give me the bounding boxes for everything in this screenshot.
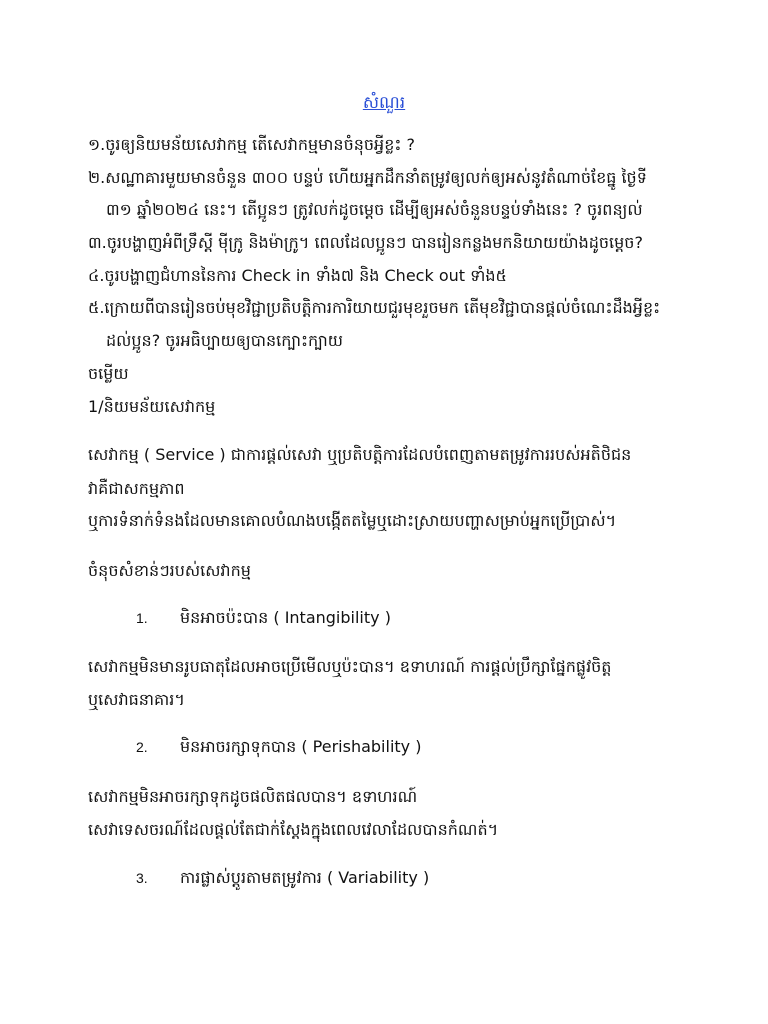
question-2-line-1: ២.សណ្ឋាគារមួយមានចំនួន ៣០០ បន្ទប់ ហើយអ្នកដឹកនាំតម្រូវឲ្យលក់ឲ្យអស់នូវតំណាច់ខែធ្នូ ថ្ងៃទី bbox=[88, 168, 647, 187]
definition-line-3: ឬការទំនាក់ទំនងដែលមានគោលបំណងបង្កើតតម្លៃឬដោះស្រាយបញ្ហាសម្រាប់អ្នកប្រើប្រាស់។ bbox=[88, 511, 617, 530]
point-1-desc-line-1: សេវាកម្មមិនមានរូបធាតុដែលអាចប្រើមើលឬប៉ះបាន។ ឧទាហរណ៍ ការផ្ដល់ប្រឹក្សាផ្នែកផ្លូវចិត្ត bbox=[88, 657, 612, 676]
question-4: ៤.ចូរបង្ហាញជំហាននៃការ Check in ទាំង៧ និង Check out ទាំង៥ bbox=[88, 266, 507, 285]
answer-heading: ចម្លើយ bbox=[88, 364, 129, 383]
point-1-desc-line-2: ឬសេវាធនាគារ។ bbox=[88, 690, 185, 709]
point-2-label: មិនអាចរក្សាទុកបាន ( Perishability ) bbox=[180, 737, 422, 756]
section-heading-definition: 1/និយមន័យសេវាកម្ម bbox=[88, 397, 216, 416]
question-3: ៣.ចូរបង្ហាញអំពីទ្រឹស្ដី ម៉ីក្រូ និងម៉ាក្រូ។ ពេលដែលប្អូនៗ បានរៀនកន្លងមកនិយាយយ៉ាងដូចម្ដេច? bbox=[88, 233, 643, 252]
question-1: ១.ចូរឲ្យនិយមន័យសេវាកម្ម តើសេវាកម្មមានចំនុចអ្វីខ្លះ ? bbox=[88, 135, 415, 154]
point-1-number: 1. bbox=[136, 610, 148, 626]
point-3-label: ការផ្លាស់ប្ដូរតាមតម្រូវការ ( Variability ) bbox=[180, 868, 430, 887]
point-3-number: 3. bbox=[136, 870, 148, 886]
question-5-line-1: ៥.ក្រោយពីបានរៀនចប់មុខវិជ្ជាប្រតិបត្តិការការិយាយជួរមុខរួចមក តើមុខវិជ្ជាបានផ្ដល់ចំណេះដឹងអ្វីខ្លះ bbox=[88, 298, 661, 317]
point-2-desc-line-1: សេវាកម្មមិនអាចរក្សាទុកដូចផលិតផលបាន។ ឧទាហរណ៍ bbox=[88, 787, 418, 806]
key-points-heading: ចំនុចសំខាន់ៗរបស់សេវាកម្ម bbox=[88, 561, 251, 580]
definition-line-2: វាគឺជាសកម្មភាព bbox=[88, 479, 185, 498]
definition-line-1: សេវាកម្ម ( Service ) ជាការផ្ដល់សេវា ឬប្រតិបត្តិការដែលបំពេញតាមតម្រូវការរបស់អតិថិជន bbox=[88, 445, 632, 464]
question-5-line-2: ដល់ប្អូន? ចូរអធិប្បាយឲ្យបានក្បោះក្បាយ bbox=[106, 331, 344, 350]
question-2-line-2: ៣១ ឆ្នាំ២០២៤ នេះ។ តើប្អូនៗ ត្រូវលក់ដូចម្ដេច ដើម្បីឲ្យអស់ចំនួនបន្ទប់ទាំងនេះ ? ចូរពន្យល់ bbox=[106, 200, 643, 219]
point-2-desc-line-2: សេវាទេសចរណ៍ដែលផ្ដល់តែជាក់ស្ដែងក្នុងពេលវេលាដែលបានកំណត់។ bbox=[88, 820, 499, 839]
point-2-number: 2. bbox=[136, 739, 148, 755]
document-title: សំណួរ bbox=[362, 93, 406, 113]
point-1-label: មិនអាចប៉ះបាន ( Intangibility ) bbox=[180, 608, 391, 627]
